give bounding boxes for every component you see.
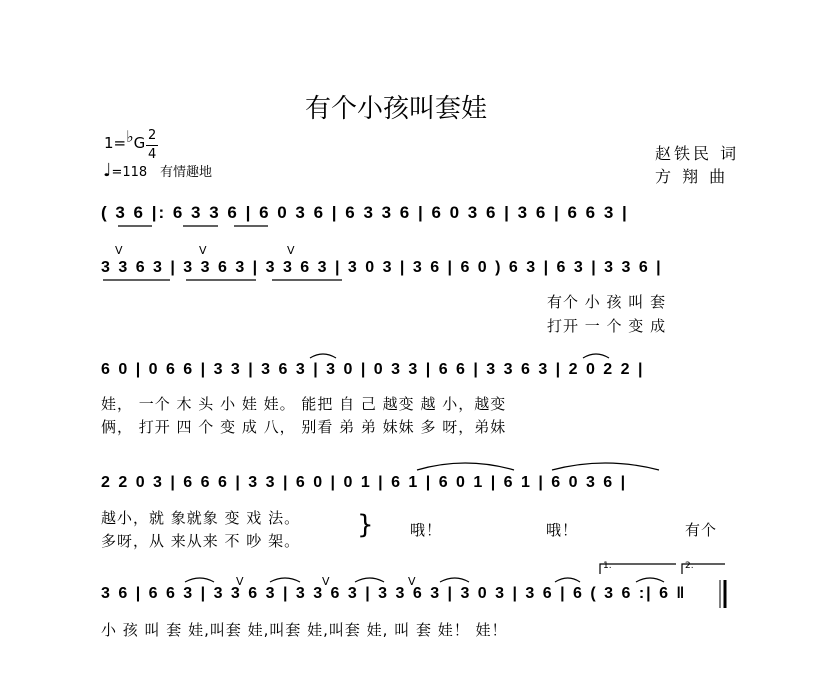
verse-brace: }: [357, 510, 374, 540]
score-line-5-notes: 3 6 | 6 6 3 | 3 3 6 3 | 3 3 6 3 | 3 3 6 3 | 3 0 3 | 3 6 | 6 ( 3 6 :| 6 ‖: [101, 585, 687, 602]
score-line-3-lyrics-verse-2: 俩， 打开 四 个 变 成 八， 别看 弟 弟 妹妹 多 呀，弟妹: [101, 418, 507, 436]
breath-mark: V: [322, 575, 330, 588]
flat-sign: ♭: [126, 127, 134, 146]
tempo-value: =118: [111, 165, 148, 180]
score-line-1-notes: ( 3 6 |: 6 3 3 6 | 6 0 3 6 | 6 3 3 6 | 6 0 3 6 | 3 6 | 6 6 3 |: [101, 203, 629, 222]
breath-mark: V: [199, 244, 207, 257]
composer-credit: 方 翔 曲: [655, 167, 729, 186]
quarter-note-icon: ♩: [103, 160, 112, 181]
score-line-2-notes: 3 3 6 3 | 3 3 6 3 | 3 3 6 3 | 3 0 3 | 3 6 | 6 0 ) 6 3 | 6 3 | 3 3 6 |: [101, 259, 663, 276]
score-line-3-notes: 6 0 | 0 6 6 | 3 3 | 3 6 3 | 3 0 | 0 3 3 | 6 6 | 3 3 6 3 | 2 0 2 2 |: [101, 361, 645, 378]
song-title: 有个小孩叫套娃: [305, 94, 488, 124]
score-line-3-lyrics-verse-1: 娃， 一个 木 头 小 娃 娃。 能把 自 己 越变 越 小，越变: [101, 395, 507, 413]
expression-mark: 有情趣地: [160, 165, 213, 180]
breath-mark: V: [408, 575, 416, 588]
interjection-3: 有个: [685, 521, 718, 539]
interjection-1: 哦！: [410, 521, 443, 539]
score-line-2-lyrics-verse-1: 有个 小 孩 叫 套: [547, 293, 667, 311]
score-line-4-lyrics-verse-2: 多呀，从 来从来 不 吵 架。: [101, 532, 301, 550]
breath-mark: V: [287, 244, 295, 257]
key-note: G: [133, 134, 146, 152]
score-line-4-lyrics-verse-1: 越小，就 象就象 变 戏 法。: [101, 509, 301, 527]
breath-mark: V: [115, 244, 123, 257]
score-line-5-lyrics: 小 孩 叫 套 娃,叫套 娃,叫套 娃,叫套 娃, 叫 套 娃！ 娃！: [101, 621, 508, 639]
score-line-4-notes: 2 2 0 3 | 6 6 6 | 3 3 | 6 0 | 0 1 | 6 1 | 6 0 1 | 6 1 | 6 0 3 6 |: [101, 474, 628, 491]
volta-2-label: 2.: [685, 561, 694, 571]
time-signature-top: 2: [148, 128, 157, 143]
time-signature-bottom: 4: [148, 147, 157, 162]
lyricist-credit: 赵铁民 词: [655, 144, 740, 163]
breath-mark: V: [236, 575, 244, 588]
key-prefix: 1=: [104, 134, 127, 152]
volta-1-label: 1.: [603, 561, 612, 571]
interjection-2: 哦！: [546, 521, 579, 539]
score-line-2-lyrics-verse-2: 打开 一 个 变 成: [547, 317, 667, 335]
